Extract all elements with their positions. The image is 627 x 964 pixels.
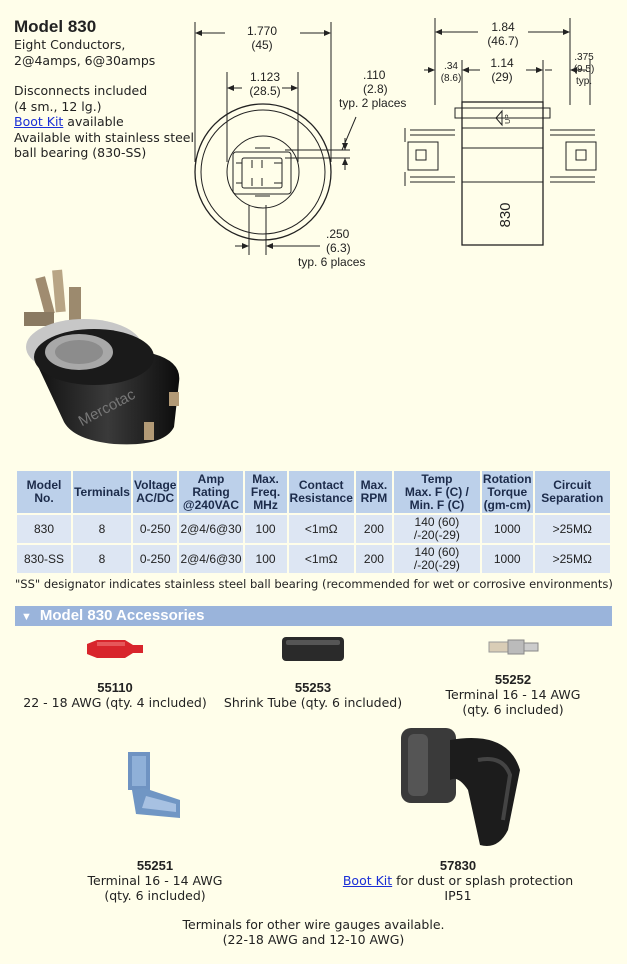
- dim-1123-in: 1.123: [249, 70, 281, 84]
- th-temp-2: Max. F (C) /: [404, 484, 469, 499]
- dim-114-mm: (29): [491, 70, 513, 84]
- cell-amp: 2@4/6@30: [179, 545, 242, 573]
- th-temp-3: Min. F (C): [409, 497, 465, 512]
- dim-34-mm: (8.6): [440, 73, 462, 84]
- cell-torque: 1000: [482, 545, 533, 573]
- cell-freq: 100: [245, 545, 287, 573]
- dim-375-mm: (9.5): [573, 64, 595, 75]
- accessory-57830: [318, 858, 598, 903]
- cell-temp: [394, 545, 480, 573]
- accessory-desc: Shrink Tube (qty. 6 included): [223, 695, 403, 710]
- dim-375-typ: typ.: [575, 76, 593, 87]
- boot-kit-link[interactable]: Boot Kit: [14, 114, 64, 129]
- th-voltage: [133, 471, 177, 513]
- th-contact-1: Contact: [298, 478, 344, 492]
- accessory-rating: IP51: [444, 888, 472, 903]
- th-voltage-2: AC/DC: [136, 491, 175, 505]
- th-rpm-1: Max.: [360, 478, 388, 492]
- accessory-desc: [318, 873, 598, 888]
- up-label: UP: [505, 114, 512, 124]
- dim-184-in: 1.84: [491, 20, 515, 34]
- dim-114: [482, 56, 522, 84]
- th-torque-2: Torque: [487, 484, 528, 499]
- accessory-number: 55110: [97, 680, 133, 695]
- desc-line-stainless: Available with stainless steel: [14, 129, 194, 145]
- th-freq-1: Max.: [252, 471, 279, 486]
- accessory-desc: Terminal 16 - 14 AWG: [87, 873, 223, 888]
- spec-table: [15, 469, 612, 575]
- dim-110: [335, 68, 406, 110]
- dim-375: [566, 52, 602, 88]
- th-freq-2: Freq.: [250, 484, 281, 499]
- accessory-number: 55251: [136, 858, 174, 873]
- th-contact-2: Resistance: [289, 491, 353, 505]
- th-freq: [245, 471, 287, 513]
- accessory-55110: [20, 680, 210, 710]
- cell-rpm: 200: [356, 515, 392, 543]
- accessory-qty: (qty. 6 included): [104, 888, 206, 903]
- product-photo: [14, 262, 194, 452]
- dim-1770-mm: (45): [251, 38, 273, 52]
- accessory-desc-rest: for dust or splash protection: [392, 873, 574, 888]
- th-separation-2: Separation: [541, 491, 604, 505]
- dim-250-in: .250: [326, 227, 350, 241]
- th-rpm-2: RPM: [360, 491, 388, 505]
- footer-note: [0, 917, 627, 947]
- th-temp-1: Temp: [421, 471, 453, 486]
- th-terminals-1: Terminals: [74, 484, 130, 499]
- th-amp-3: @240VAC: [182, 497, 240, 512]
- dim-184: [478, 20, 528, 48]
- cell-temp: [394, 515, 480, 543]
- dim-34: [436, 61, 466, 85]
- cell-temp-max: 140 (60): [414, 545, 460, 559]
- dim-1770-in: 1.770: [246, 24, 278, 38]
- cell-terminals: 8: [73, 545, 131, 573]
- footer-line-2: (22-18 AWG and 12-10 AWG): [222, 932, 405, 947]
- model-description: [14, 37, 194, 161]
- th-terminals: [73, 471, 131, 513]
- accessory-55252: [418, 672, 608, 717]
- cell-amp: 2@4/6@30: [179, 515, 242, 543]
- desc-line-bearing: ball bearing (830-SS): [14, 145, 147, 160]
- th-amp: [179, 471, 242, 513]
- table-row: [17, 515, 610, 543]
- th-amp-1: Amp: [197, 471, 225, 486]
- dim-110-typ: typ. 2 places: [339, 96, 407, 110]
- collapse-triangle-icon[interactable]: ▼: [21, 611, 32, 623]
- accessory-image-57830: [398, 720, 523, 855]
- dim-114-in: 1.14: [490, 56, 514, 70]
- page-title: Model 830: [14, 17, 97, 36]
- cell-separation: >25MΩ: [535, 515, 610, 543]
- accessory-55253: [218, 680, 408, 710]
- desc-line-conductors: Eight Conductors,: [14, 37, 126, 52]
- accessory-number: 55253: [294, 680, 332, 695]
- th-torque-1: Rotation: [482, 471, 532, 486]
- dim-1770: [232, 24, 292, 52]
- cell-torque: 1000: [482, 515, 533, 543]
- boot-kit-link-accessory[interactable]: Boot Kit: [342, 873, 393, 888]
- cell-temp-max: 140 (60): [414, 515, 460, 529]
- cell-contact: <1mΩ: [289, 545, 354, 573]
- accessory-55251: [60, 858, 250, 903]
- th-torque-3: (gm-cm): [483, 497, 531, 512]
- cell-voltage: 0-250: [133, 545, 177, 573]
- cell-terminals: 8: [73, 515, 131, 543]
- th-freq-3: MHz: [253, 497, 278, 512]
- body-label: 830: [497, 202, 514, 228]
- photo-brand: Mercotac: [75, 386, 139, 431]
- th-model: [17, 471, 71, 513]
- boot-kit-suffix: available: [63, 114, 124, 129]
- accessory-desc: Terminal 16 - 14 AWG: [445, 687, 581, 702]
- accessories-header[interactable]: [15, 606, 612, 626]
- cell-temp-min: /-20(-29): [413, 528, 460, 542]
- accessory-image-55252: [488, 636, 540, 658]
- dim-184-mm: (46.7): [487, 34, 519, 48]
- dim-250-mm: (6.3): [326, 241, 351, 255]
- accessory-qty: (qty. 6 included): [462, 702, 564, 717]
- dim-250-typ: typ. 6 places: [298, 255, 366, 269]
- th-contact: [289, 471, 354, 513]
- desc-line-disconnects: Disconnects included: [14, 83, 148, 98]
- th-voltage-1: Voltage: [134, 478, 177, 492]
- th-torque: [482, 471, 533, 513]
- th-model-2: No.: [34, 491, 54, 505]
- ss-note: "SS" designator indicates stainless steel ball bearing (recommended for wet or corrosive environments): [15, 577, 613, 591]
- accessory-image-55110: [85, 636, 145, 666]
- th-temp: [394, 471, 480, 513]
- cell-model: 830: [17, 515, 71, 543]
- spec-header-row: [17, 471, 610, 513]
- cell-rpm: 200: [356, 545, 392, 573]
- th-model-1: Model: [26, 478, 62, 492]
- dim-110-mm: (2.8): [363, 82, 388, 96]
- dim-250: [298, 227, 365, 269]
- desc-line-sizes: (4 sm., 12 lg.): [14, 98, 102, 114]
- footer-line-1: Terminals for other wire gauges available.: [182, 917, 445, 932]
- accessory-number: 57830: [439, 858, 477, 873]
- accessory-desc: 22 - 18 AWG (qty. 4 included): [23, 695, 207, 710]
- cell-model: 830-SS: [17, 545, 71, 573]
- cell-freq: 100: [245, 515, 287, 543]
- dim-1123-mm: (28.5): [249, 84, 281, 98]
- accessories-title: Model 830 Accessories: [39, 607, 205, 624]
- th-separation-1: Circuit: [553, 478, 592, 492]
- cell-voltage: 0-250: [133, 515, 177, 543]
- table-row: [17, 545, 610, 573]
- desc-line-amps: 2@4amps, 6@30amps: [14, 52, 156, 68]
- dim-110-in: .110: [363, 68, 386, 82]
- dim-1123: [240, 70, 290, 98]
- th-separation: [535, 471, 610, 513]
- cell-contact: <1mΩ: [289, 515, 354, 543]
- cell-separation: >25MΩ: [535, 545, 610, 573]
- accessory-image-55251: [124, 748, 186, 824]
- desc-line-bootkit: [14, 114, 194, 130]
- dim-375-in: .375: [574, 52, 594, 63]
- th-rpm: [356, 471, 392, 513]
- th-amp-2: Rating: [192, 484, 230, 499]
- accessory-number: 55252: [494, 672, 532, 687]
- dim-34-in: .34: [444, 61, 458, 72]
- accessory-image-55253: [280, 635, 346, 663]
- cell-temp-min: /-20(-29): [413, 558, 460, 572]
